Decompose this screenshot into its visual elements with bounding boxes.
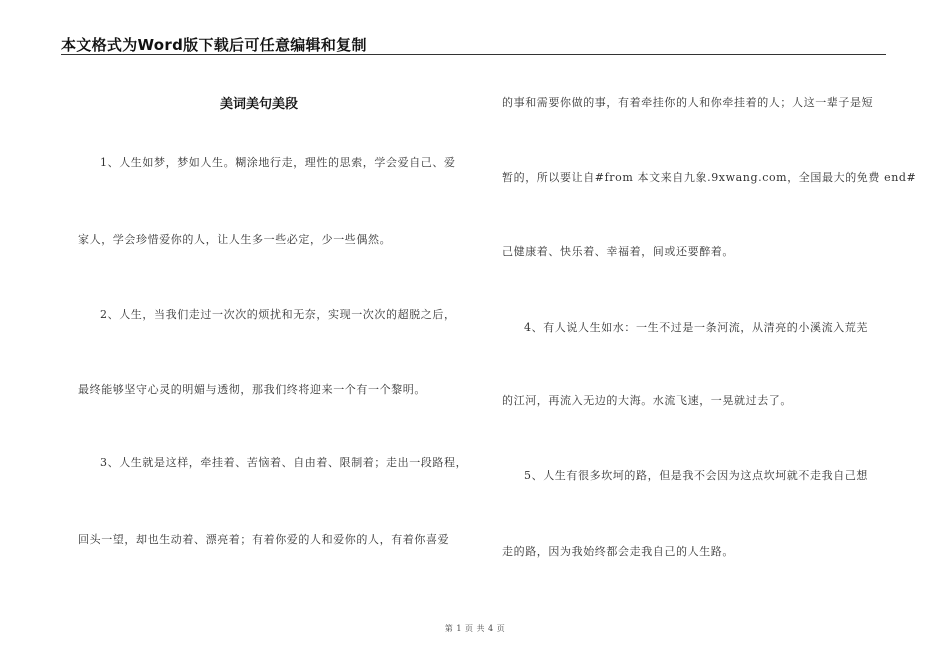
paragraph-line: 4、有人说人生如水：一生不过是一条河流，从清亮的小溪流入荒芜: [524, 321, 868, 334]
paragraph-line: 3、人生就是这样，牵挂着、苦恼着、自由着、限制着；走出一段路程，: [100, 456, 468, 469]
document-header: [61, 34, 886, 54]
paragraph-line: 回头一望，却也生动着、漂亮着；有着你爱的人和爱你的人，有着你喜爱: [78, 533, 450, 546]
paragraph-line: 暂的，所以要让自#from 本文来自九象.9xwang.com，全国最大的免费 end#: [502, 171, 917, 184]
paragraph-line: 家人，学会珍惜爱你的人，让人生多一些必定，少一些偶然。: [78, 233, 392, 246]
paragraph-line: 的江河，再流入无边的大海。水流飞速，一晃就过去了。: [502, 394, 792, 407]
paragraph-line: 5、人生有很多坎坷的路，但是我不会因为这点坎坷就不走我自己想: [524, 469, 868, 482]
header-divider: [61, 54, 886, 55]
paragraph-line: 1、人生如梦，梦如人生。糊涂地行走，理性的思索，学会爱自己、爱: [100, 156, 456, 169]
document-title: 美词美句美段: [220, 97, 299, 112]
paragraph-line: 己健康着、快乐着、幸福着，间或还要醉着。: [502, 245, 734, 258]
paragraph-line: 走的路，因为我始终都会走我自己的人生路。: [502, 545, 734, 558]
paragraph-line: 最终能够坚守心灵的明媚与透彻，那我们终将迎来一个有一个黎明。: [78, 383, 426, 396]
paragraph-line: 的事和需要你做的事，有着牵挂你的人和你牵挂着的人；人这一辈子是短: [502, 96, 874, 109]
page-number: 第 1 页 共 4 页: [444, 624, 506, 633]
header-text: 本文格式为Word版下载后可任意编辑和复制: [61, 36, 367, 54]
paragraph-line: 2、人生，当我们走过一次次的烦扰和无奈，实现一次次的超脱之后，: [100, 308, 456, 321]
